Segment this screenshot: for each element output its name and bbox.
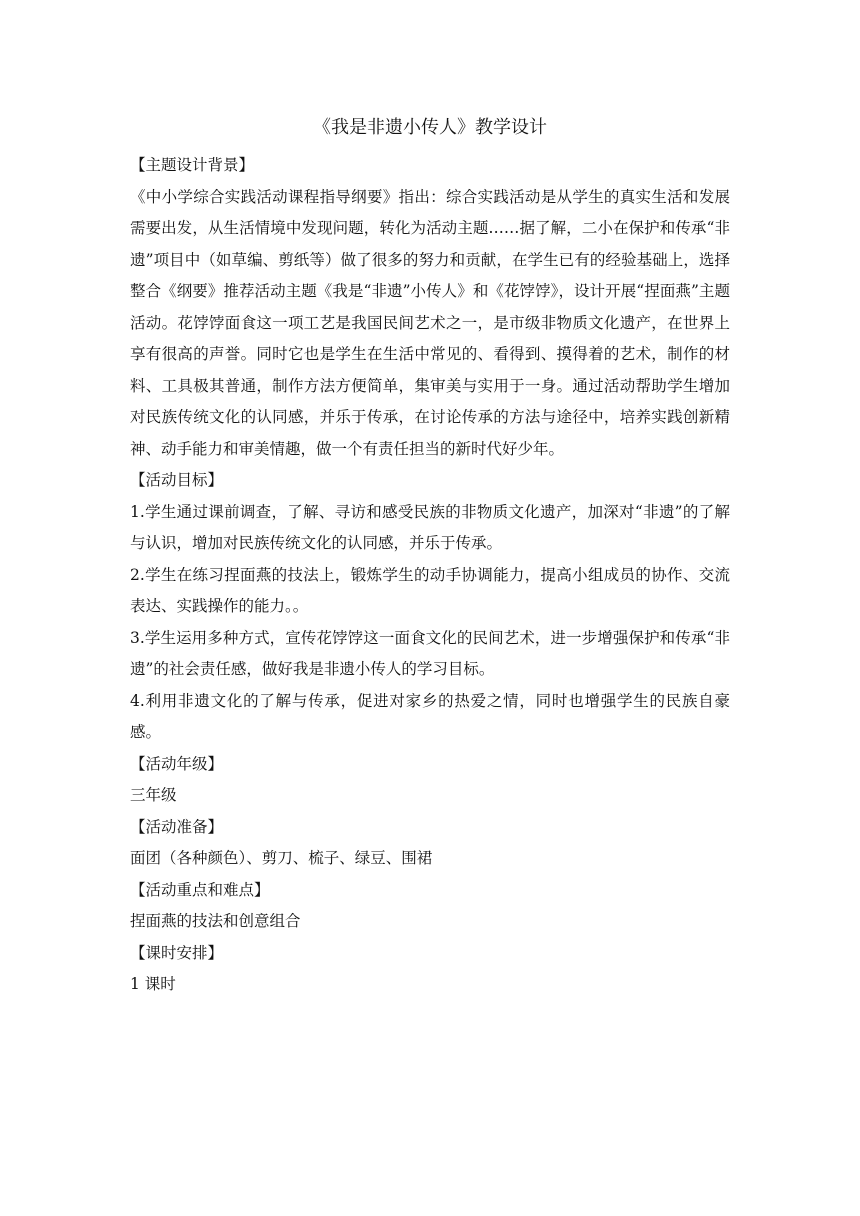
- grade-text: 三年级: [130, 786, 177, 804]
- preparation-text: 面团（各种颜色）、剪刀、梳子、绿豆、围裙: [130, 849, 433, 867]
- section-heading-key-points: 【活动重点和难点】: [130, 880, 270, 899]
- document-title: 《我是非遗小传人》教学设计: [313, 117, 547, 138]
- section-heading-background: 【主题设计背景】: [130, 156, 255, 174]
- key-points-text: 捏面燕的技法和创意组合: [130, 912, 301, 930]
- goal-item-2: 2.学生在练习捏面燕的技法上，锻炼学生的动手协调能力，提高小组成员的协作、交流表达、实践操作的能力。。: [130, 565, 730, 615]
- goal-item-4: 4.利用非遗文化的了解与传承，促进对家乡的热爱之情，同时也增强学生的民族自豪感。: [130, 691, 730, 741]
- schedule-text: 1 课时: [130, 975, 176, 993]
- background-paragraph: 《中小学综合实践活动课程指导纲要》指出：综合实践活动是从学生的真实生活和发展需要出发，从生活情境中发现问题，转化为活动主题……据了解，二小在保护和传承“非遗”项目中（如草编、剪纸等）做了很多的努力和贡献，在学生已有的经验基础上，选择整合《纲要》推荐活动主题《我是“非遗”小传人》和《花饽饽》，设计开展“捏面燕”主题活动。花饽饽面食这一项工艺是我国民间艺术之一，是市级非物质文化遗产，在世界上享有很高的声誉。同时它也是学生在生活中常见的、看得到、摸得着的艺术，制作的材料、工具极其普通，制作方法方便简单，集审美与实用于一身。通过活动帮助学生增加对民族传统文化的认同感，并乐于传承，在讨论传承的方法与途径中，培养实践创新精神、动手能力和审美情趣，做一个有责任担当的新时代好少年。: [130, 187, 730, 458]
- document-content: [130, 114, 730, 1001]
- section-heading-schedule: 【课时安排】: [130, 943, 224, 962]
- section-heading-grade: 【活动年级】: [130, 754, 224, 773]
- goal-item-3: 3.学生运用多种方式，宣传花饽饽这一面食文化的民间艺术，进一步增强保护和传承“非遗”的社会责任感，做好我是非遗小传人的学习目标。: [130, 628, 730, 678]
- section-heading-goals: 【活动目标】: [130, 471, 224, 489]
- section-heading-preparation: 【活动准备】: [130, 817, 224, 836]
- goal-item-1: 1.学生通过课前调查，了解、寻访和感受民族的非物质文化遗产，加深对“非遗”的了解与认识，增加对民族传统文化的认同感，并乐于传承。: [130, 502, 730, 552]
